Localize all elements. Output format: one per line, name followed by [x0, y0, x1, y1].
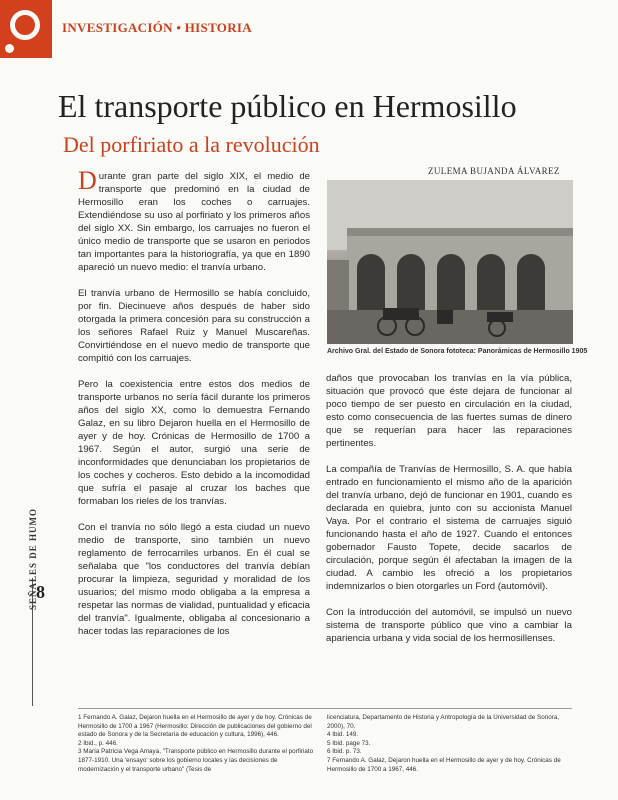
- logo-dot: [5, 44, 14, 53]
- paragraph-text: urante gran parte del siglo XIX, el medio de transporte que predominó en la ciudad de Hermosillo eran los coches o carruajes. Extendiéndose su uso al porfiriato y los primeros años del siglo XX. Sin embargo, los carruajes no fueron el único medio de transporte que se usaron en periodos tan importantes para la historiografía, ya que en 1890 apareció un nuevo medio: el tranvía urbano.: [78, 171, 310, 273]
- footnote: 2 Ibid., p. 446.: [78, 739, 118, 747]
- footnote: 5 Ibid. page 73.: [327, 739, 371, 747]
- paragraph: Con el tranvía no sólo llegó a esta ciudad un nuevo medio de transporte, sino también un nuevo reglamento de ferrocarriles urbanos. En él cual se señalaba que "los conductores del tranvía debían procurar la limpieza, seguridad y moralidad de los usuarios; del mismo modo obligaba a la empresa a respetar las normas de vialidad, puntualidad y eficacia del tranvía". Igualmente, obligaba al concesionario a hacer todas las reparaciones de los: [78, 522, 310, 637]
- article-subtitle: Del porfiriato a la revolución: [63, 132, 320, 157]
- footnote: 7 Fernando A. Galaz, Dejaron huella en el Hermosillo de ayer y de hoy. Crónicas de Hermosillo de 1700 a 1967, 446.: [327, 756, 561, 773]
- footnote: 3 María Patricia Vega Amaya, "Transporte público en Hermosillo durante el porfiriato 1877-1910. Una 'ensayo' sobre los gobierno locales y las decisiones de modernización y el transporte urbano" (Tesis de: [78, 748, 314, 773]
- historic-photo: [327, 180, 573, 344]
- footnote: 4 Ibid. 149.: [327, 731, 359, 739]
- footnote: licenciatura, Departamento de Historia y Antropología de la Universidad de Sonora, 2000), 70.: [327, 714, 560, 730]
- building-illustration: [327, 180, 573, 344]
- magazine-logo: [0, 0, 52, 58]
- photo-caption: Archivo Gral. del Estado de Sonora fototeca: Panorámicas de Hermosillo 1905: [327, 348, 588, 355]
- article-title: El transporte público en Hermosillo: [58, 88, 517, 124]
- paragraph: [78, 166, 310, 274]
- paragraph: Pero la coexistencia entre estos dos medios de transporte urbanos no sería fácil durante los primeros años del siglo XX, como lo demuestra Fernando Galaz, en su libro Dejaron huella en el Hermosillo de ayer y de hoy. Crónicas de Hermosillo de 1700 a 1967. Según el autor, surgió una serie de inconformidades que denunciaban los propietarios de los coches y cocheros. Esto debido a la incomodidad que sufría el pasaje al cruzar los baches que formaban los rieles de los tranvías.: [78, 379, 310, 507]
- left-column: [78, 166, 310, 651]
- footnotes-left: [78, 714, 314, 774]
- logo-ring: [10, 10, 40, 40]
- footnote: 1 Fernando A. Galaz, Dejaron huella en el Hermosillo de ayer y de hoy. Crónicas de Hermosillo de 1700 a 1967 (Hermosillo: Dirección de publicaciones del gobierno del estado de Sonora y de la Secretaría de educación y cultura, 1996), 446.: [78, 714, 312, 739]
- paragraph: La compañía de Tranvías de Hermosillo, S. A. que había entrado en funcionamiento el mismo año de la aparición del tranvía urbano, dejó de funcionar en 1901, cuando es declarada en quiebra, junto con su accionista Manuel Vaya. Por el contrario el sistema de carruajes siguió funcionando hasta el año de 1927. Cuando el entonces gobernador Fausto Topete, decide sacarlos de circulación, porque según él afectaban la imagen de la ciudad. A cambio les ofreció a los propietarios indemnizarlos o bien otorgarles un Ford (automóvil).: [326, 464, 572, 592]
- paragraph: daños que provocaban los tranvías en la vía pública, situación que provocó que éste dejara de funcionar al poco tiempo de ser puesto en circulación en la ciudad, esto como consecuencia de las fuertes sumas de dinero que se requerían para hacer las reparaciones pertinentes.: [326, 373, 572, 449]
- footnotes-right: [327, 714, 577, 774]
- footnote: 6 Ibid. p. 73.: [327, 748, 362, 756]
- paragraph: Con la introducción del automóvil, se impulsó un nuevo sistema de transporte público que vino a cambiar la apariencia urbana y vida social de los hermosillenses.: [326, 607, 572, 644]
- author-name: ZULEMA BUJANDA ÁLVAREZ: [428, 166, 560, 176]
- magazine-name: SEÑALES DE HUMO: [28, 507, 38, 610]
- right-column: [326, 372, 572, 658]
- page-number: 8: [36, 582, 45, 602]
- drop-cap: D: [78, 166, 97, 195]
- section-label: INVESTIGACIÓN • HISTORIA: [62, 20, 252, 35]
- paragraph: El tranvía urbano de Hermosillo se había concluido, por fin. Diecinueve años después de haber sido otorgada la primera concesión para su construcción a los señores Rafael Ruiz y Manuel Muscareñas. Convirtiéndose en el nuevo medio de transporte que compitió con los carruajes.: [78, 288, 310, 364]
- footnote-rule: [78, 708, 572, 709]
